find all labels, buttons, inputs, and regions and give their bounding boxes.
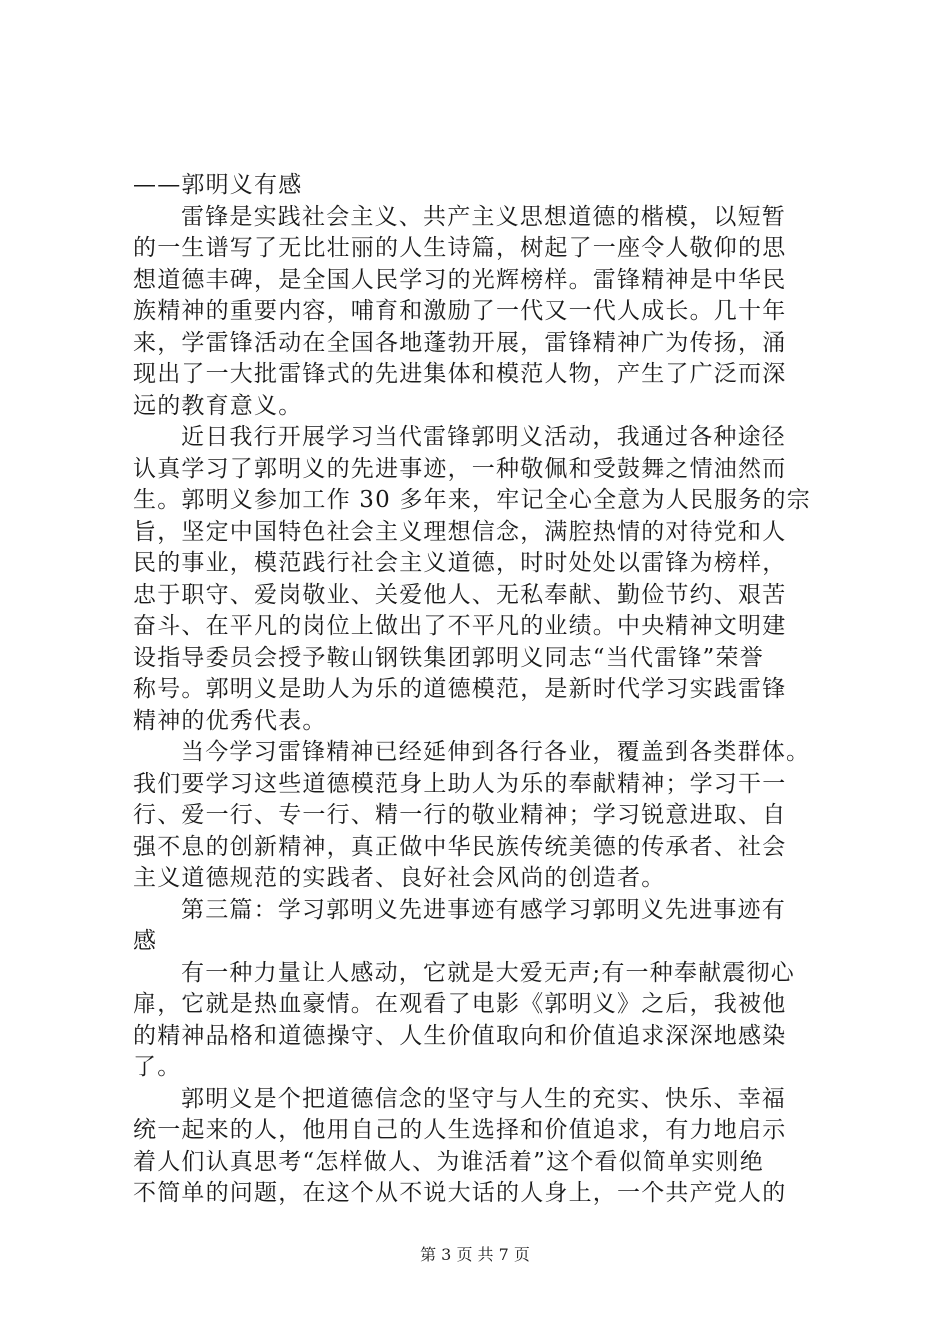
text-line: 想道德丰碑，是全国人民学习的光辉榜样。雷锋精神是中华民 <box>133 266 787 293</box>
text-line: 精神的优秀代表。 <box>133 707 327 734</box>
text-line: 第三篇：学习郭明义先进事迹有感学习郭明义先进事迹有 <box>181 896 786 923</box>
text-line: 的精神品格和道德操守、人生价值取向和价值追求深深地感染 <box>133 1022 787 1049</box>
text-line: 称号。郭明义是助人为乐的道德模范，是新时代学习实践雷锋 <box>133 676 787 702</box>
text-line: 雷锋是实践社会主义、共产主义思想道德的楷模，以短暂 <box>181 203 786 230</box>
text-line: 行、爱一行、专一行、精一行的敬业精神；学习锐意进取、自 <box>133 802 787 828</box>
text-line: 感 <box>133 928 158 954</box>
text-line: 主义道德规范的实践者、良好社会风尚的创造者。 <box>133 865 666 891</box>
text-line: 民的事业，模范践行社会主义道德，时时处处以雷锋为榜样， <box>133 550 787 576</box>
text-line: 了。 <box>133 1054 182 1080</box>
text-line: 统一起来的人，他用自己的人生选择和价值追求，有力地启示 <box>133 1117 787 1143</box>
text-line: 我们要学习这些道德模范身上助人为乐的奉献精神；学习干一 <box>133 770 787 797</box>
text-line: 不简单的问题，在这个从不说大话的人身上，一个共产党人的 <box>133 1180 787 1206</box>
text-line: 现出了一大批雷锋式的先进集体和模范人物，产生了广泛而深 <box>133 361 787 387</box>
text-line: 来，学雷锋活动在全国各地蓬勃开展，雷锋精神广为传扬，涌 <box>133 329 787 356</box>
text-line: 忠于职守、爱岗敬业、关爱他人、无私奉献、勤俭节约、艰苦 <box>133 581 787 608</box>
text-line: 强不息的创新精神，真正做中华民族传统美德的传承者、社会 <box>133 833 787 860</box>
text-line: 族精神的重要内容，哺育和激励了一代又一代人成长。几十年 <box>133 298 787 324</box>
text-line: 的一生谱写了无比壮丽的人生诗篇，树起了一座令人敬仰的思 <box>133 235 787 261</box>
document-body <box>133 170 833 1210</box>
text-line: ——郭明义有感 <box>133 172 303 198</box>
text-line: 奋斗、在平凡的岗位上做出了不平凡的业绩。中央精神文明建 <box>133 613 787 639</box>
text-line: 着人们认真思考“怎样做人、为谁活着”这个看似简单实则绝 <box>133 1148 764 1175</box>
text-line: 远的教育意义。 <box>133 392 303 419</box>
text-line: 扉，它就是热血豪情。在观看了电影《郭明义》之后，我被他 <box>133 991 787 1017</box>
text-line: 有一种力量让人感动，它就是大爱无声;有一种奉献震彻心 <box>181 959 795 986</box>
text-line: 设指导委员会授予鞍山钢铁集团郭明义同志“当代雷锋”荣誉 <box>133 644 764 671</box>
text-line: 生。郭明义参加工作 30 多年来，牢记全心全意为人民服务的宗 <box>133 487 811 513</box>
text-line: 近日我行开展学习当代雷锋郭明义活动，我通过各种途径 <box>181 424 786 450</box>
page-footer: 第 3 页 共 7 页 <box>420 1245 530 1264</box>
text-line: 郭明义是个把道德信念的坚守与人生的充实、快乐、幸福 <box>181 1085 786 1112</box>
text-line: 当今学习雷锋精神已经延伸到各行各业，覆盖到各类群体。 <box>181 739 811 765</box>
text-line: 认真学习了郭明义的先进事迹，一种敬佩和受鼓舞之情油然而 <box>133 455 787 482</box>
text-line: 旨，坚定中国特色社会主义理想信念，满腔热情的对待党和人 <box>133 518 787 545</box>
